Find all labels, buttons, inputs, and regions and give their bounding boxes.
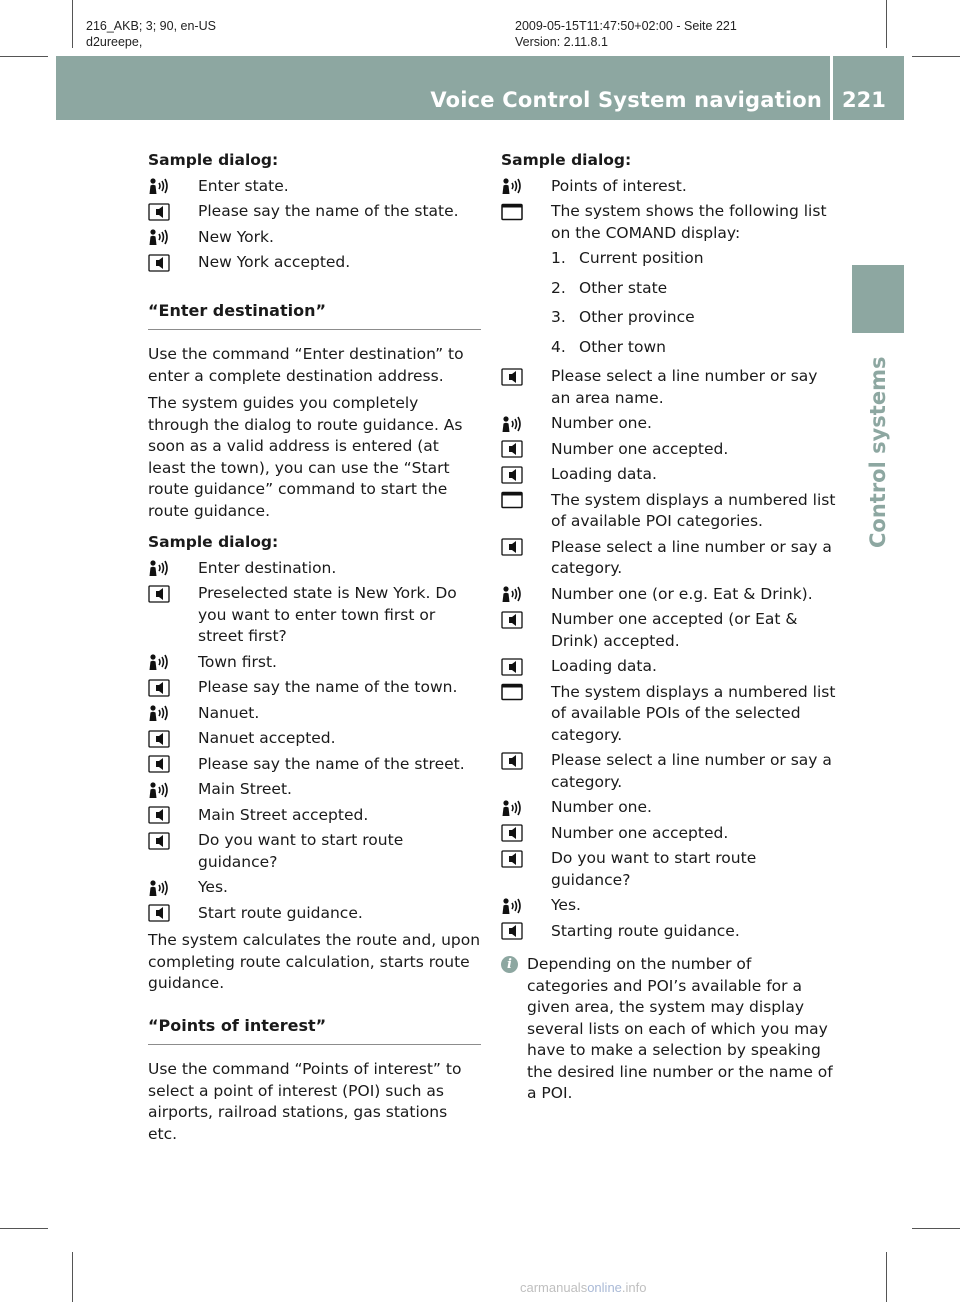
dialog-text: Number one (or e.g. Eat & Drink). (551, 584, 813, 603)
dialog-list (501, 366, 836, 942)
list-number: 2. (551, 278, 566, 297)
speaker-icon (501, 848, 551, 869)
dialog-line (501, 609, 836, 652)
speaker-icon (501, 750, 551, 771)
speaker-icon (148, 583, 198, 604)
paragraph: The system calculates the route and, upon completing route calculation, starts route guidance. (148, 931, 481, 992)
display-icon (501, 682, 551, 703)
speaker-icon (148, 728, 198, 749)
dialog-line (148, 903, 481, 925)
dialog-text: Number one accepted. (551, 439, 729, 458)
section-heading: “Enter destination” (148, 300, 481, 331)
dialog-line (501, 895, 836, 917)
print-meta-line: 216_AKB; 3; 90, en-US (86, 19, 216, 33)
list-item (551, 278, 836, 300)
dialog-text: The system shows the following list on the COMAND display: (551, 202, 827, 242)
dialog-line (148, 703, 481, 725)
dialog-text: Nanuet. (198, 703, 260, 722)
dialog-text: Enter destination. (198, 558, 337, 577)
dialog-line (148, 201, 481, 223)
dialog-line (148, 728, 481, 750)
dialog-text: The system displays a numbered list of available POIs of the selected category. (551, 682, 836, 744)
info-icon: i (501, 954, 527, 975)
dialog-text: Please select a line number or say a category. (551, 537, 832, 577)
paragraph: Use the command “Enter destination” to enter a complete destination address. (148, 345, 464, 385)
dialog-line (148, 583, 481, 648)
speaker-icon (501, 464, 551, 485)
dialog-text: Enter state. (198, 176, 289, 195)
print-meta-line: d2ureepe, (86, 35, 143, 49)
dialog-line (501, 176, 836, 198)
speaker-icon (148, 903, 198, 924)
dialog-line (148, 805, 481, 827)
left-column (148, 150, 481, 1151)
dialog-text: Loading data. (551, 465, 657, 483)
dialog-text: Please select a line number or say an area name. (551, 367, 818, 407)
dialog-line (501, 490, 836, 533)
dialog-line (501, 656, 836, 678)
dialog-line (148, 779, 481, 801)
crop-mark (0, 56, 48, 57)
footer-text: online (587, 1280, 622, 1295)
speaking-person-icon (501, 895, 551, 916)
dialog-text: Start route guidance. (198, 903, 363, 922)
dialog-line (501, 439, 836, 461)
dialog-list (148, 558, 481, 925)
dialog-text: Do you want to start route guidance? (551, 849, 757, 889)
print-meta-right (515, 18, 737, 50)
speaker-icon (501, 656, 551, 677)
footer-watermark (520, 1280, 646, 1295)
dialog-line (148, 677, 481, 699)
section-heading: “Points of interest” (148, 1015, 481, 1046)
dialog-text: Loading data. (551, 657, 657, 675)
info-note-text: Depending on the number of categories and POI’s available for a given area, the system may display several lists on each of which you may have to make a selection by speaking the desired line number or the name of a POI. (527, 955, 833, 1102)
list-number: 4. (551, 337, 566, 356)
dialog-list (148, 176, 481, 274)
dialog-line (501, 464, 836, 486)
speaking-person-icon (501, 413, 551, 434)
dialog-line (148, 558, 481, 580)
dialog-text: New York. (198, 227, 274, 246)
sample-dialog-label: Sample dialog: (148, 533, 279, 551)
print-meta-left (86, 18, 216, 50)
speaking-person-icon (148, 779, 198, 800)
dialog-text: Town first. (198, 652, 277, 671)
dialog-text: Points of interest. (551, 176, 687, 195)
speaker-icon (148, 201, 198, 222)
dialog-text: Do you want to start route guidance? (198, 831, 404, 871)
crop-mark (886, 0, 887, 48)
dialog-line (501, 201, 836, 244)
dialog-line (148, 754, 481, 776)
list-item (551, 307, 836, 329)
speaking-person-icon (501, 584, 551, 605)
speaker-icon (148, 252, 198, 273)
speaker-icon (501, 921, 551, 942)
speaker-icon (148, 805, 198, 826)
print-meta-line: Version: 2.11.8.1 (515, 35, 608, 49)
dialog-text: Nanuet accepted. (198, 729, 336, 747)
sample-dialog-label: Sample dialog: (501, 151, 632, 169)
dialog-line (501, 848, 836, 891)
dialog-line (501, 413, 836, 435)
dialog-line (148, 176, 481, 198)
dialog-line (501, 366, 836, 409)
speaker-icon (501, 537, 551, 558)
dialog-text: Starting route guidance. (551, 921, 740, 940)
dialog-list (501, 176, 836, 245)
list-number: 1. (551, 249, 566, 267)
crop-mark (72, 1252, 73, 1302)
info-note (501, 954, 836, 1105)
speaker-icon (501, 439, 551, 460)
list-text: Other state (579, 278, 668, 297)
dialog-text: New York accepted. (198, 253, 351, 271)
print-meta-line: 2009-05-15T11:47:50+02:00 - Seite 221 (515, 19, 737, 33)
speaker-icon (501, 609, 551, 630)
speaking-person-icon (501, 797, 551, 818)
dialog-line (148, 877, 481, 899)
speaker-icon (148, 830, 198, 851)
speaking-person-icon (148, 877, 198, 898)
dialog-line (148, 252, 481, 274)
crop-mark (72, 0, 73, 48)
list-text: Other town (579, 337, 666, 356)
dialog-line (501, 797, 836, 819)
speaking-person-icon (501, 176, 551, 197)
dialog-line (501, 584, 836, 606)
dialog-line (501, 537, 836, 580)
list-text: Other province (579, 308, 695, 326)
display-icon (501, 490, 551, 511)
crop-mark (912, 56, 960, 57)
dialog-line (501, 823, 836, 845)
header-divider (830, 56, 833, 120)
speaking-person-icon (148, 652, 198, 673)
dialog-line (148, 830, 481, 873)
paragraph: Use the command “Points of interest” to select a point of interest (POI) such as airports, railroad stations, gas stations etc. (148, 1060, 462, 1143)
side-tab-marker (852, 265, 904, 333)
dialog-text: Yes. (198, 878, 228, 896)
dialog-line (501, 682, 836, 747)
speaking-person-icon (148, 703, 198, 724)
list-text: Current position (579, 249, 704, 267)
speaker-icon (501, 823, 551, 844)
speaking-person-icon (148, 558, 198, 579)
speaking-person-icon (148, 227, 198, 248)
dialog-text: Preselected state is New York. Do you want to enter town first or street first? (198, 584, 457, 645)
dialog-line (501, 921, 836, 943)
speaker-icon (148, 677, 198, 698)
page-title: Voice Control System navigation (430, 88, 822, 112)
paragraph: The system guides you completely through the dialog to route guidance. As soon as a valid address is entered (at least the town), you can use the “Start route guidance” command to start the route guidance. (148, 394, 463, 520)
dialog-text: Please say the name of the state. (198, 202, 459, 220)
dialog-text: Number one. (551, 798, 652, 816)
dialog-text: Number one accepted. (551, 823, 729, 842)
speaking-person-icon (148, 176, 198, 197)
crop-mark (0, 1228, 48, 1229)
dialog-text: Please say the name of the town. (198, 678, 458, 696)
dialog-text: Please select a line number or say a category. (551, 751, 832, 791)
dialog-line (148, 227, 481, 249)
dialog-text: The system displays a numbered list of available POI categories. (551, 490, 836, 530)
dialog-line (501, 750, 836, 793)
dialog-text: Number one. (551, 414, 652, 432)
dialog-text: Main Street. (198, 780, 292, 798)
dialog-line (148, 652, 481, 674)
dialog-text: Main Street accepted. (198, 805, 369, 824)
right-column (501, 150, 836, 1105)
crop-mark (912, 1228, 960, 1229)
dialog-text: Please say the name of the street. (198, 754, 465, 773)
sample-dialog-label: Sample dialog: (148, 151, 279, 169)
list-item (551, 248, 836, 270)
numbered-list (551, 248, 836, 358)
footer-text: .info (621, 1280, 647, 1295)
speaker-icon (148, 754, 198, 775)
footer-text: carmanuals (520, 1280, 588, 1295)
list-item (551, 337, 836, 359)
dialog-text: Number one accepted (or Eat & Drink) accepted. (551, 610, 798, 650)
list-number: 3. (551, 308, 566, 326)
crop-mark (886, 1252, 887, 1302)
page-number: 221 (842, 88, 886, 112)
dialog-text: Yes. (551, 896, 581, 914)
display-icon (501, 201, 551, 222)
side-tab-label: Control systems (866, 356, 890, 548)
speaker-icon (501, 366, 551, 387)
